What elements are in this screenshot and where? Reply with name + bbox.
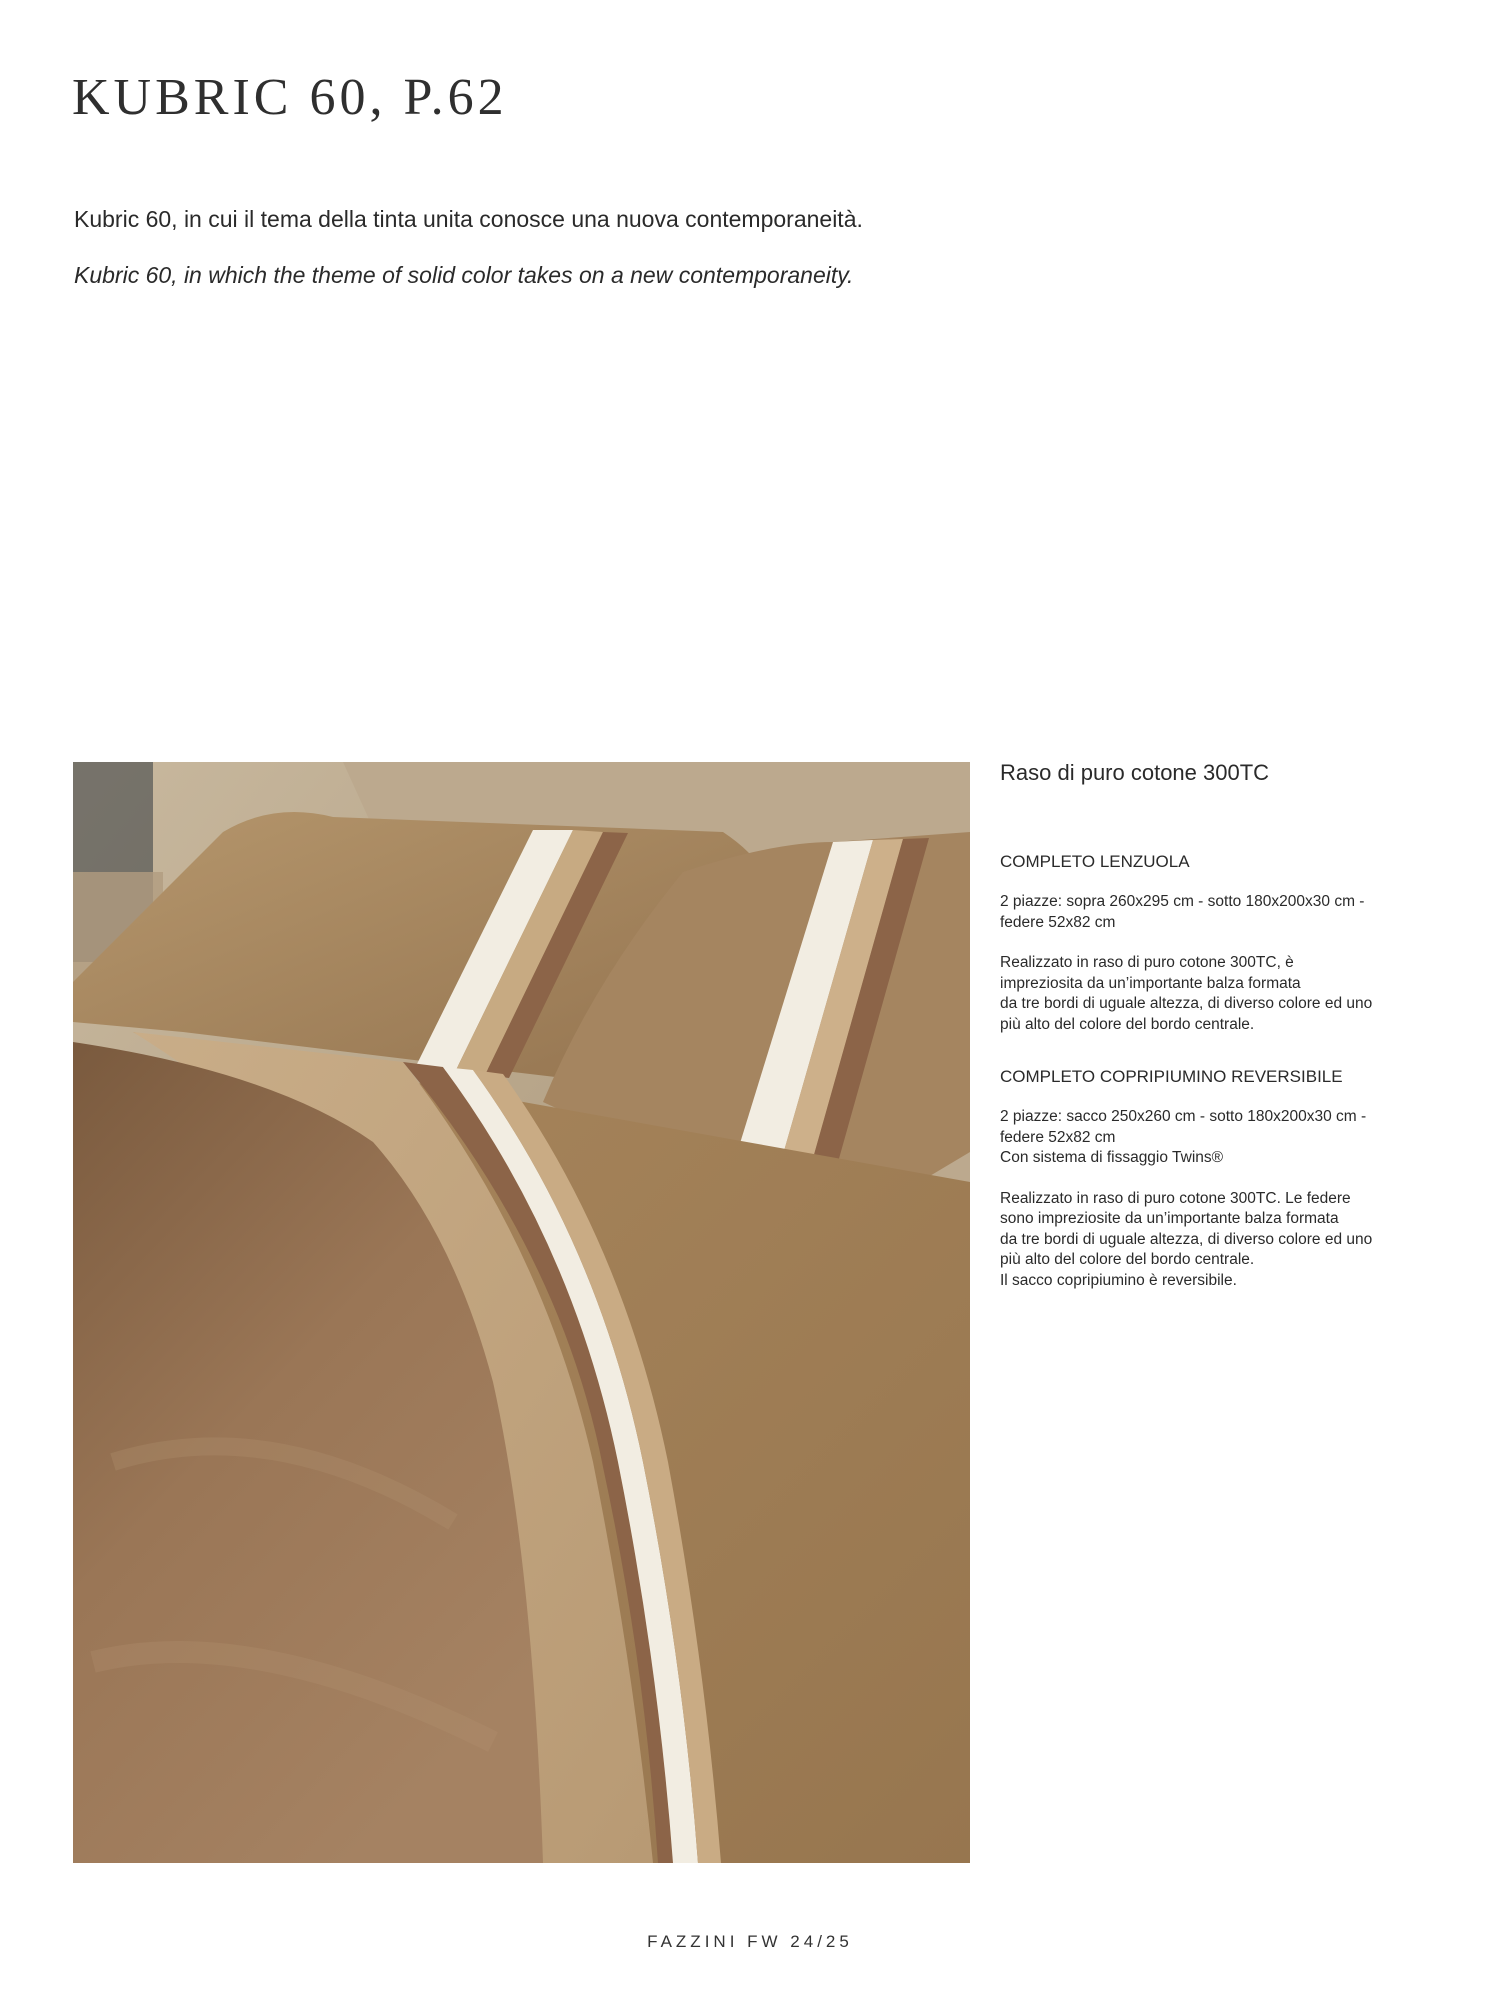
sheet-set-heading: COMPLETO LENZUOLA — [1000, 852, 1190, 871]
sheet-set-size-line: federe 52x82 cm — [1000, 913, 1116, 931]
sheet-set-desc-line: impreziosita da un’importante balza formata — [1000, 974, 1301, 992]
duvet-set-desc-line: Realizzato in raso di puro cotone 300TC. Le federe — [1000, 1189, 1351, 1207]
duvet-set-size-line: 2 piazze: sacco 250x260 cm - sotto 180x200x30 cm - — [1000, 1108, 1367, 1125]
sheet-set-size-line: 2 piazze: sopra 260x295 cm - sotto 180x200x30 cm - — [1000, 893, 1365, 910]
bed-linen-photo — [73, 762, 970, 1863]
duvet-set-desc-line: più alto del colore del bordo centrale. — [1000, 1251, 1255, 1268]
duvet-set-sizes — [1000, 1107, 1440, 1169]
catalog-footer: FAZZINI FW 24/25 — [647, 1932, 853, 1951]
sheet-set-desc-line: da tre bordi di uguale altezza, di diverso colore ed uno — [1000, 995, 1373, 1012]
sheet-set-sizes — [1000, 892, 1440, 933]
page-title: KUBRIC 60, P.62 — [72, 69, 508, 126]
duvet-set-desc-line: da tre bordi di uguale altezza, di diverso colore ed uno — [1000, 1230, 1373, 1248]
sheet-set-description — [1000, 953, 1440, 1035]
duvet-set-heading: COMPLETO COPRIPIUMINO REVERSIBILE — [1000, 1067, 1343, 1086]
material-label: Raso di puro cotone 300TC — [1000, 760, 1270, 785]
duvet-set-description — [1000, 1189, 1440, 1292]
duvet-set-size-line: Con sistema di fissaggio Twins® — [1000, 1149, 1224, 1166]
sheet-set-desc-line: Realizzato in raso di puro cotone 300TC, è — [1000, 954, 1294, 971]
intro-italian: Kubric 60, in cui il tema della tinta unita conosce una nuova contemporaneità. — [74, 206, 863, 232]
sheet-set-desc-line: più alto del colore del bordo centrale. — [1000, 1015, 1255, 1033]
intro-english: Kubric 60, in which the theme of solid color takes on a new contemporaneity. — [74, 262, 854, 288]
duvet-set-desc-line: sono impreziosite da un’importante balza formata — [1000, 1210, 1339, 1227]
duvet-set-size-line: federe 52x82 cm — [1000, 1128, 1116, 1146]
product-details — [1000, 760, 1440, 1311]
duvet-set-desc-line: Il sacco copripiumino è reversibile. — [1000, 1271, 1237, 1289]
